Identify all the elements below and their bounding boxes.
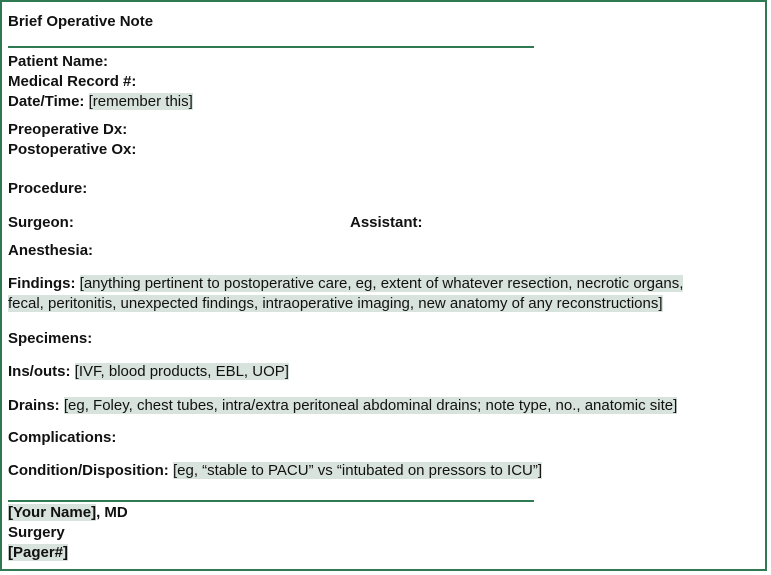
signature-divider xyxy=(8,500,534,502)
findings-row xyxy=(8,274,683,294)
patient-name-label: Patient Name: xyxy=(8,53,109,70)
findings-value-line1: [anything pertinent to postoperative care, eg, extent of whatever resection, necrotic organs, xyxy=(79,275,684,292)
specimens-label: Specimens: xyxy=(8,330,93,347)
assistant-label: Assistant: xyxy=(350,214,423,231)
insouts-value: [IVF, blood products, EBL, UOP] xyxy=(74,363,289,380)
pager-row xyxy=(8,543,68,563)
datetime-label: Date/Time: xyxy=(8,93,85,110)
findings-continuation xyxy=(8,294,663,314)
insouts-label: Ins/outs: xyxy=(8,363,71,380)
findings-value-line2: fecal, peritonitis, unexpected findings, intraoperative imaging, new anatomy of any reconstructions] xyxy=(8,295,663,312)
department-label: Surgery xyxy=(8,524,65,541)
drains-row xyxy=(8,396,677,416)
drains-label: Drains: xyxy=(8,397,60,414)
procedure-label: Procedure: xyxy=(8,180,88,197)
mrn-label: Medical Record #: xyxy=(8,73,137,90)
findings-label: Findings: xyxy=(8,275,76,292)
preop-dx-label: Preoperative Dx: xyxy=(8,121,128,138)
md-suffix: , MD xyxy=(96,504,128,521)
your-name-placeholder: [Your Name] xyxy=(8,504,97,521)
condition-row xyxy=(8,461,542,481)
condition-value: [eg, “stable to PACU” vs “intubated on pressors to ICU”] xyxy=(172,462,543,479)
insouts-row xyxy=(8,362,289,382)
signature-name-row xyxy=(8,503,128,523)
condition-label: Condition/Disposition: xyxy=(8,462,169,479)
note-title: Brief Operative Note xyxy=(8,13,154,30)
pager-placeholder: [Pager#] xyxy=(8,544,69,561)
title-divider xyxy=(8,46,534,48)
postop-dx-label: Postoperative Ox: xyxy=(8,141,137,158)
complications-label: Complications: xyxy=(8,429,117,446)
anesthesia-label: Anesthesia: xyxy=(8,242,94,259)
datetime-row xyxy=(8,92,193,112)
drains-value: [eg, Foley, chest tubes, intra/extra peritoneal abdominal drains; note type, no., anatomic site] xyxy=(63,397,678,414)
surgeon-label: Surgeon: xyxy=(8,214,74,231)
datetime-value: [remember this] xyxy=(88,93,193,110)
